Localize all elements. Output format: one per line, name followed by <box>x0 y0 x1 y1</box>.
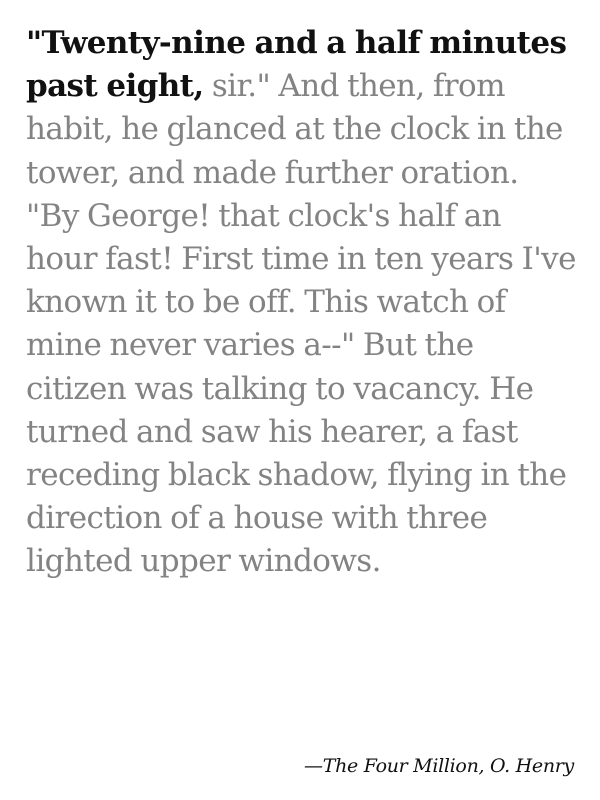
quote-passage <box>26 22 576 584</box>
passage-text: sir." And then, from habit, he glanced at the clock in the tower, and made further oration. "By George! that clock's half an hour fast! First time in ten years I've known it to be off. This watch of mine never varies a--" But the citizen was talking to vacancy. He turned and saw his hearer, a fast receding black shadow, flying in the direction of a house with three lighted upper windows. <box>26 68 576 580</box>
attribution: —The Four Million, O. Henry <box>304 755 574 777</box>
highlighted-quote: "Twenty-nine and a half minutes past eight, <box>26 25 567 105</box>
